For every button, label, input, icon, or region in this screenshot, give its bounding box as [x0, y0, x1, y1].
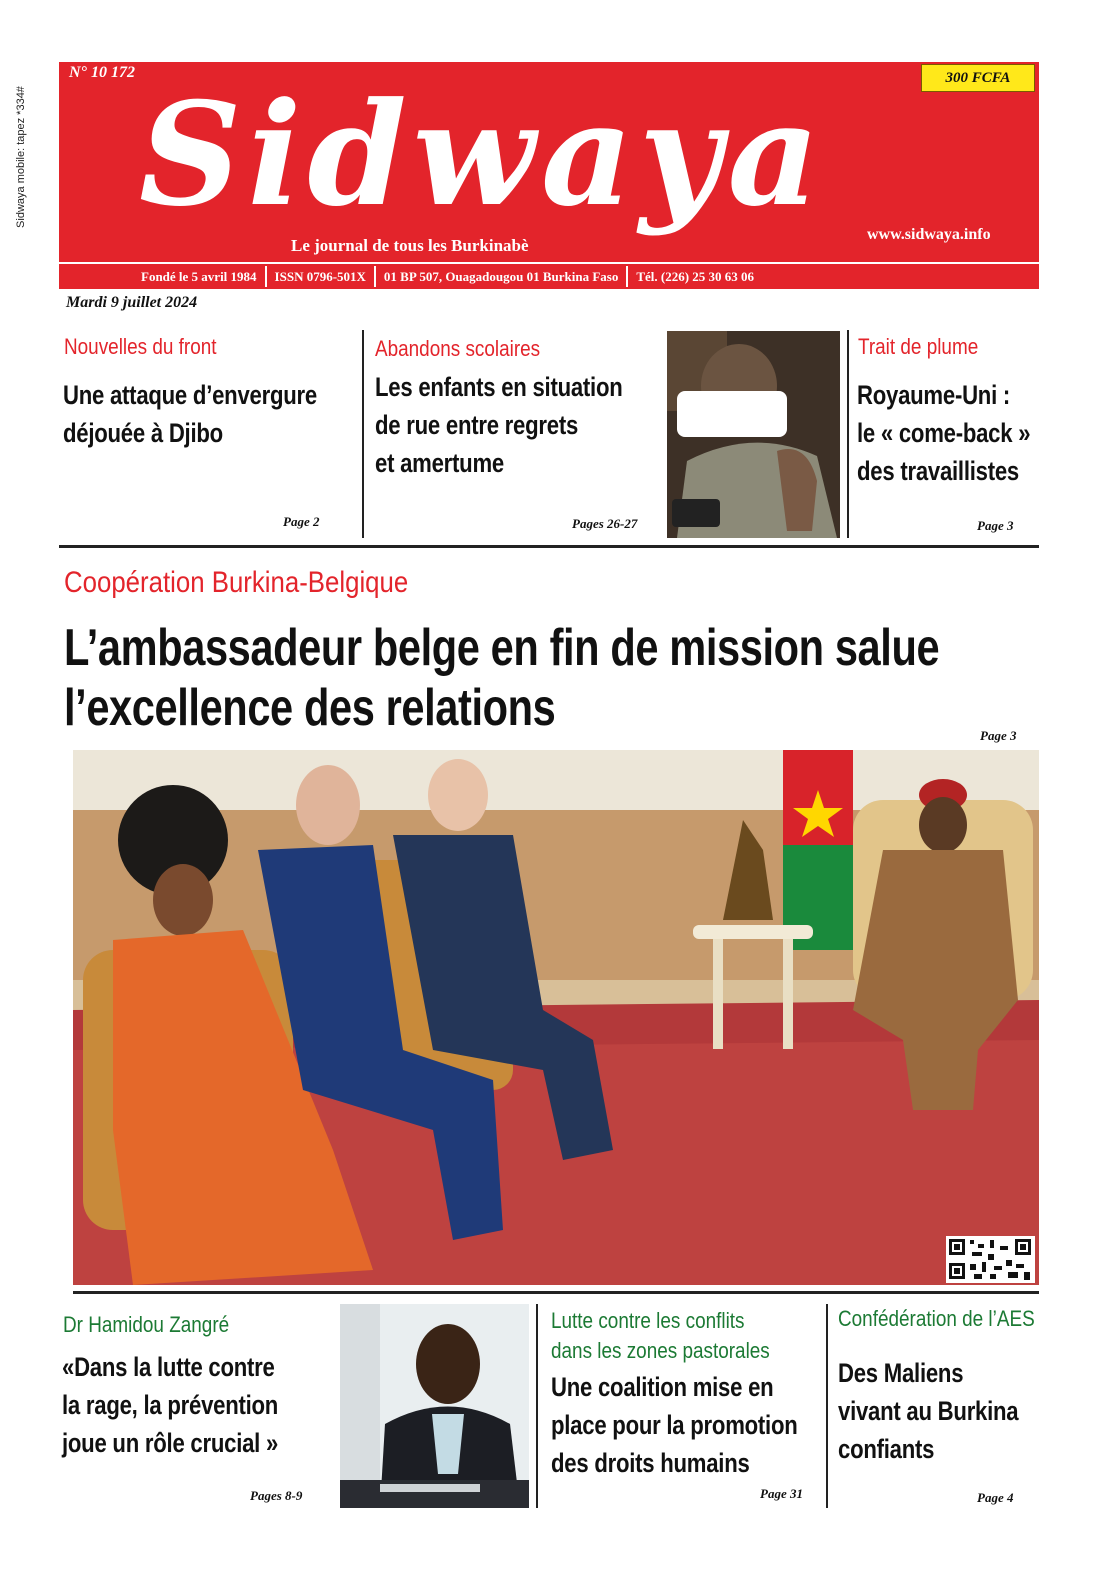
story-headline[interactable] — [838, 1354, 1043, 1468]
story-headline[interactable] — [551, 1368, 822, 1482]
headline-line: de rue entre regrets — [375, 410, 579, 440]
headline-line: «Dans la lutte contre — [62, 1352, 275, 1382]
mobile-shortcode: Sidwaya mobile: tapez *334# — [15, 86, 27, 228]
main-photo — [73, 750, 1039, 1285]
kicker-line: dans les zones pastorales — [551, 1338, 770, 1363]
issn: ISSN 0796-501X — [265, 266, 374, 287]
page-ref: Page 3 — [980, 728, 1017, 743]
audience-photo-image — [73, 750, 1039, 1285]
postal-address: 01 BP 507, Ouagadougou 01 Burkina Faso — [374, 266, 626, 287]
column-divider — [362, 330, 364, 538]
story-kicker: Nouvelles du front — [64, 334, 217, 359]
story-kicker: Dr Hamidou Zangré — [63, 1312, 230, 1337]
page-ref: Page 31 — [760, 1486, 803, 1501]
portrait-image — [340, 1304, 529, 1508]
headline-line: et amertume — [375, 448, 504, 478]
column-divider — [826, 1304, 828, 1508]
story-headline[interactable] — [857, 376, 1037, 490]
headline-line: L’ambassadeur belge en fin de mission salue — [64, 619, 940, 677]
page-ref: Page 4 — [977, 1490, 1014, 1505]
story-headline[interactable] — [63, 376, 358, 452]
street-child-photo — [667, 331, 840, 538]
section-divider — [73, 1291, 1039, 1294]
page-ref: Page 2 — [283, 514, 320, 529]
price-badge: 300 FCFA — [921, 64, 1035, 92]
main-story-headline[interactable] — [64, 618, 939, 738]
headline-line: Une coalition mise en — [551, 1372, 774, 1402]
page-ref: Pages 8-9 — [250, 1488, 303, 1503]
story-headline[interactable] — [62, 1348, 333, 1462]
headline-line: joue un rôle crucial » — [62, 1428, 279, 1458]
headline-line: l’excellence des relations — [64, 679, 556, 737]
headline-line: place pour la promotion — [551, 1410, 798, 1440]
section-divider — [59, 545, 1039, 548]
masthead — [59, 62, 1039, 262]
headline-line: déjouée à Djibo — [63, 418, 223, 448]
column-divider — [536, 1304, 538, 1508]
info-bar — [59, 264, 1039, 289]
portrait-photo — [340, 1304, 529, 1508]
headline-line: Une attaque d’envergure — [63, 380, 317, 410]
phone-number: Tél. (226) 25 30 63 06 — [626, 266, 762, 287]
headline-line: Les enfants en situation — [375, 372, 623, 402]
headline-line: des droits humains — [551, 1448, 750, 1478]
headline-line: la rage, la prévention — [62, 1390, 279, 1420]
headline-line: Des Maliens — [838, 1358, 964, 1388]
main-story-kicker: Coopération Burkina-Belgique — [64, 566, 409, 599]
headline-line: des travaillistes — [857, 456, 1019, 486]
story-headline[interactable] — [375, 368, 670, 482]
story-kicker: Confédération de l’AES — [838, 1306, 1035, 1331]
story-kicker — [551, 1306, 770, 1366]
newspaper-logo: Sidwaya — [139, 72, 826, 238]
qr-code-icon — [946, 1236, 1035, 1283]
kicker-line: Lutte contre les conflits — [551, 1308, 745, 1333]
headline-line: confiants — [838, 1434, 935, 1464]
tagline: Le journal de tous les Burkinabè — [291, 236, 529, 255]
founded-date: Fondé le 5 avril 1984 — [141, 269, 257, 284]
headline-line: Royaume-Uni : — [857, 380, 1011, 410]
headline-line: le « come-back » — [857, 418, 1031, 448]
issue-number: N° 10 172 — [69, 64, 135, 81]
story-kicker: Abandons scolaires — [375, 336, 541, 361]
page-ref: Pages 26-27 — [572, 516, 638, 531]
issue-date: Mardi 9 juillet 2024 — [66, 294, 198, 311]
headline-line: vivant au Burkina — [838, 1396, 1019, 1426]
story-kicker: Trait de plume — [858, 334, 979, 359]
page-ref: Page 3 — [977, 518, 1014, 533]
street-child-image — [667, 331, 840, 538]
column-divider — [847, 330, 849, 538]
qr-code[interactable] — [946, 1236, 1035, 1283]
website-link[interactable]: www.sidwaya.info — [867, 226, 991, 243]
